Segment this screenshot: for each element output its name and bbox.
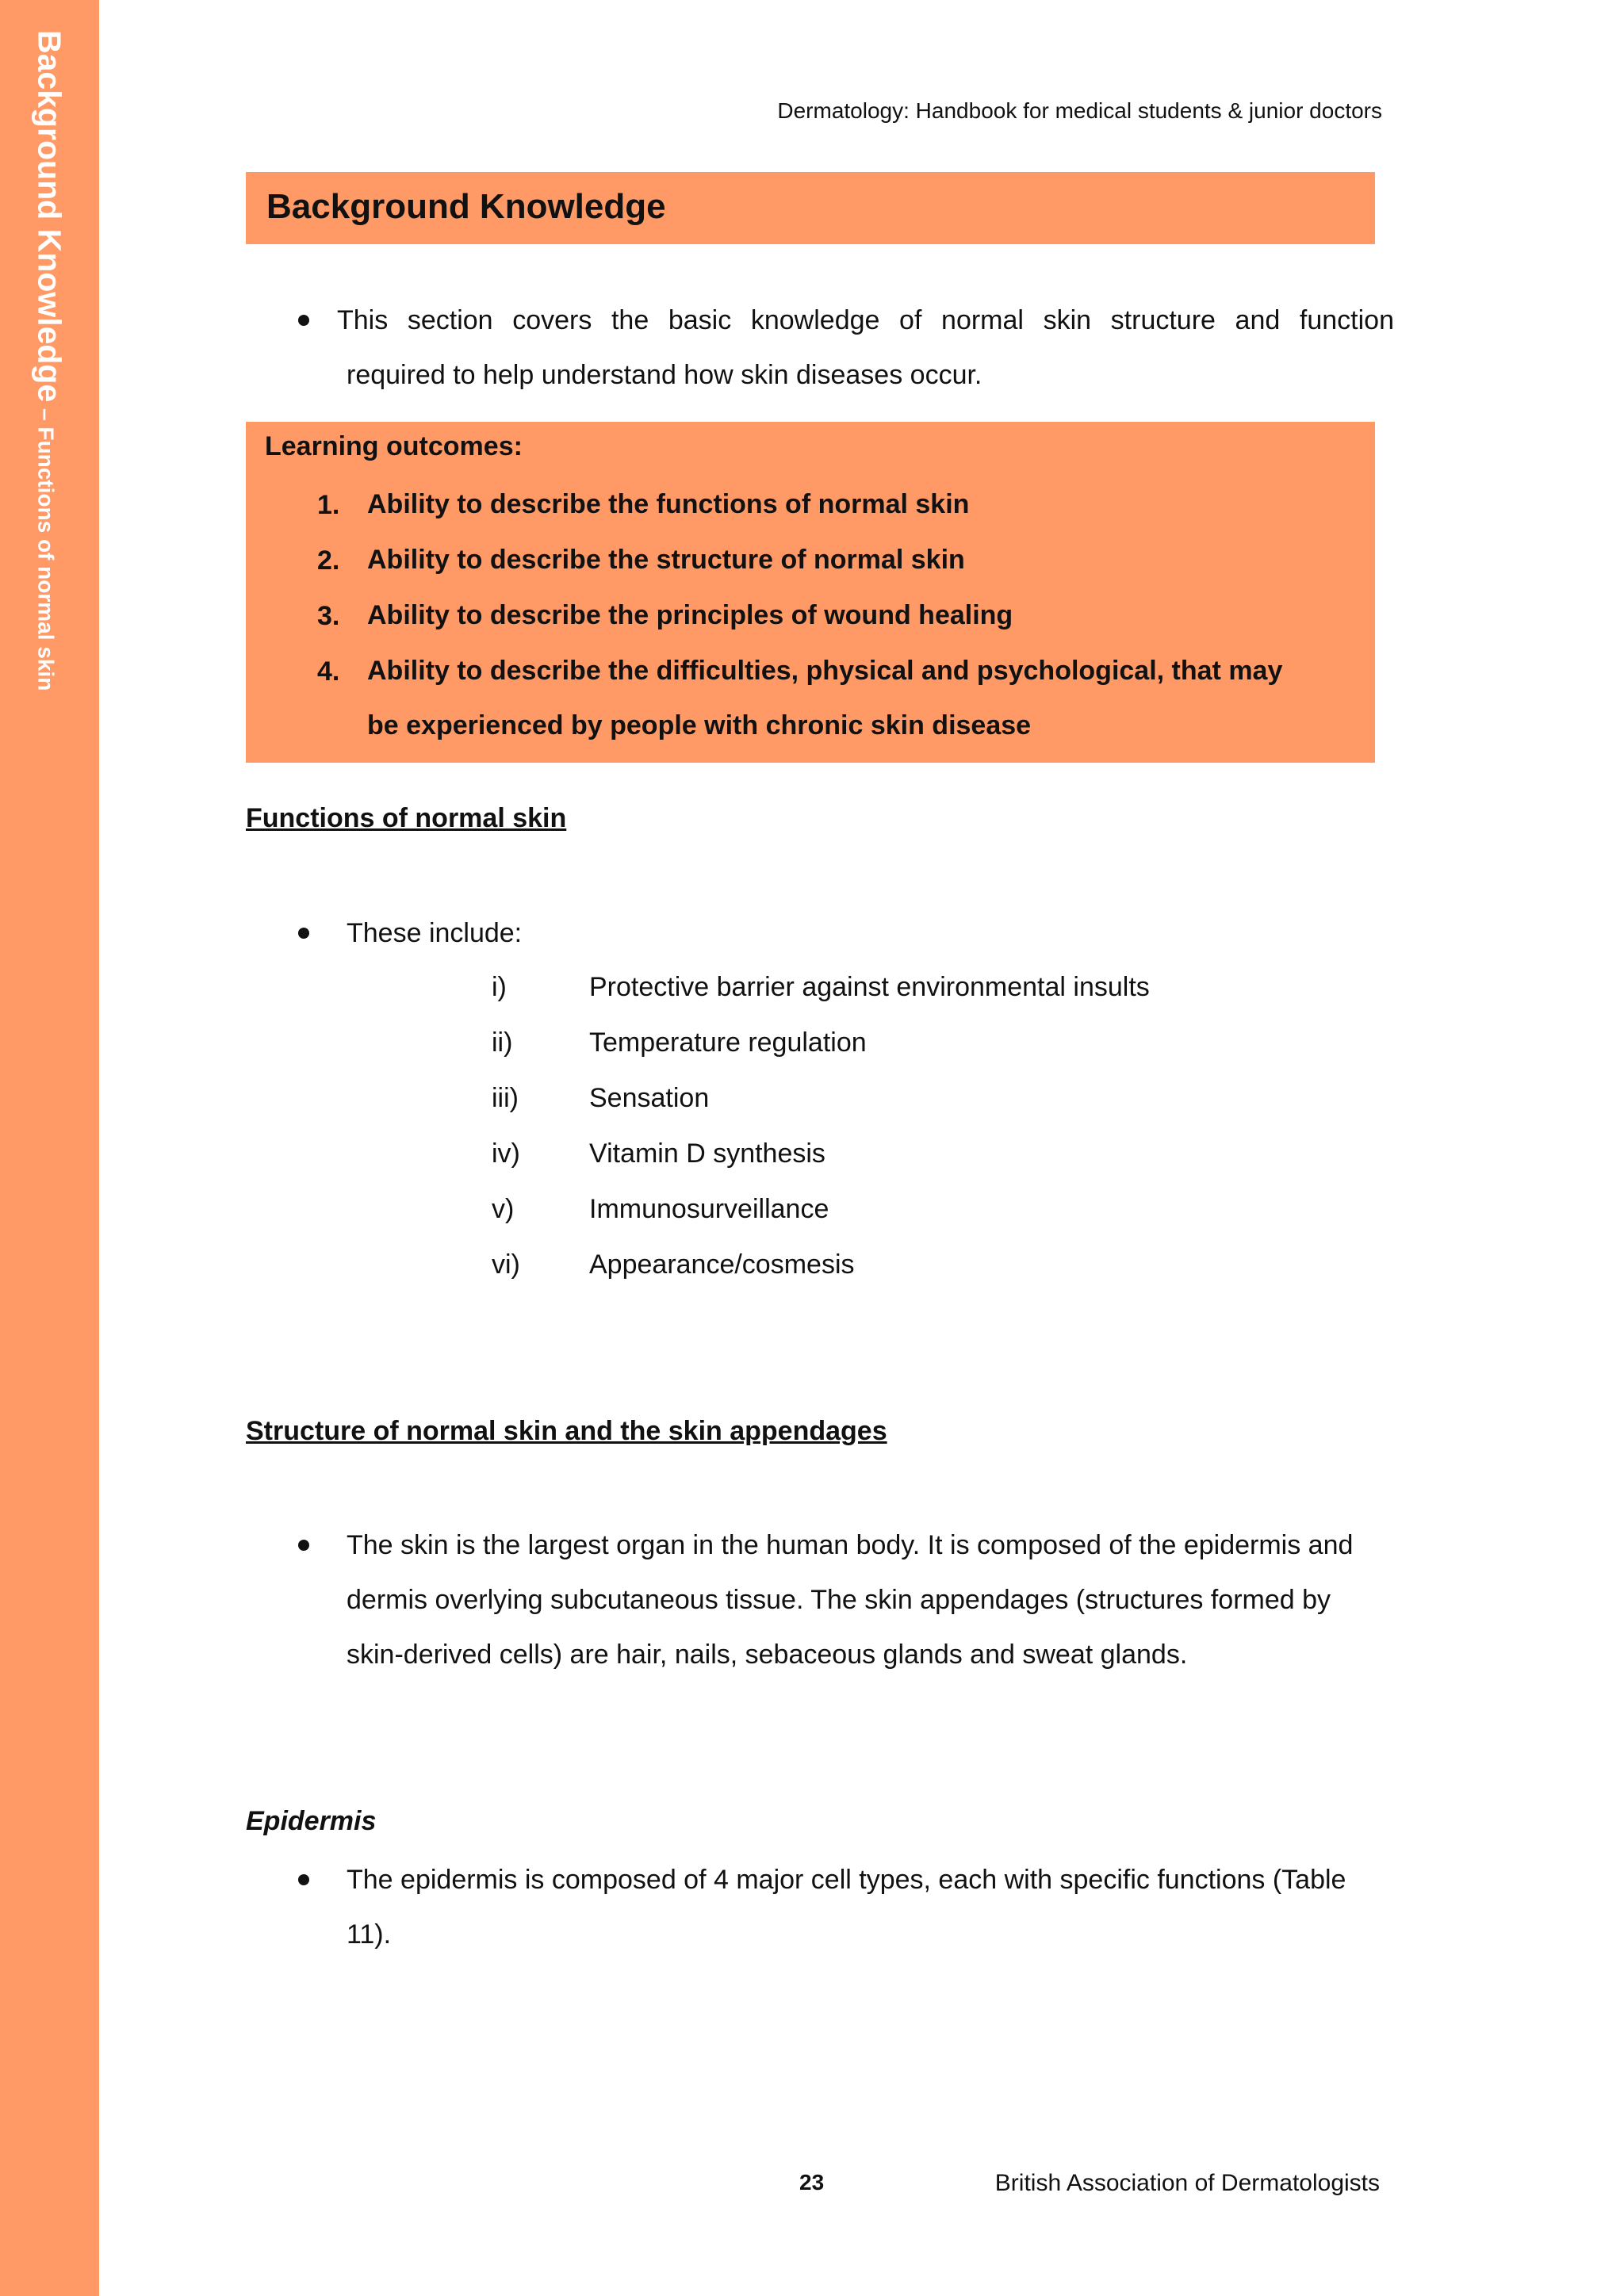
- bullet: [298, 1874, 309, 1885]
- function-number: iii): [492, 1083, 519, 1113]
- function-number: vi): [492, 1249, 520, 1280]
- functions-heading: Functions of normal skin: [246, 803, 567, 833]
- functions-intro: These include:: [347, 918, 523, 948]
- bullet: [298, 928, 309, 939]
- function-number: v): [492, 1194, 515, 1224]
- learning-outcomes-box: [246, 422, 1375, 763]
- function-number: ii): [492, 1027, 513, 1058]
- side-tab-chapter: Background Knowledge: [31, 30, 68, 403]
- intro-paragraph: [337, 293, 1394, 348]
- intro-paragraph-cont: required to help understand how skin diseases occur.: [347, 360, 982, 390]
- outcome-item: Ability to describe the functions of normal skin: [367, 489, 970, 519]
- side-tab: [0, 0, 99, 2296]
- function-item: Appearance/cosmesis: [589, 1249, 855, 1280]
- function-item: Immunosurveillance: [589, 1194, 829, 1224]
- section-banner: [246, 172, 1375, 244]
- running-header: Dermatology: Handbook for medical students & junior doctors: [777, 98, 1382, 123]
- structure-paragraph: The skin is the largest organ in the human body. It is composed of the epidermis and dermis overlying subcutaneous tissue. The skin appendages (structures formed by skin-derived cells) are hair, nails, sebaceous glands and sweat glands.: [347, 1530, 1354, 1670]
- bullet: [298, 315, 309, 326]
- function-number: iv): [492, 1138, 520, 1169]
- outcome-item: Ability to describe the difficulties, physical and psychological, that may be experienced by people with chronic skin disease: [367, 656, 1283, 740]
- side-tab-label: [31, 30, 68, 691]
- learning-outcomes-title: Learning outcomes:: [265, 431, 523, 461]
- side-tab-section: – Functions of normal skin: [33, 402, 59, 691]
- function-item: Sensation: [589, 1083, 710, 1113]
- function-item: Temperature regulation: [589, 1027, 867, 1058]
- intro-line-1: This section covers the basic knowledge of normal skin structure and function: [337, 305, 1394, 335]
- page-number: 23: [799, 2170, 825, 2195]
- function-number: i): [492, 972, 507, 1002]
- function-item: Protective barrier against environmental insults: [589, 972, 1150, 1002]
- outcome-item: Ability to describe the principles of wound healing: [367, 600, 1013, 630]
- outcome-item: Ability to describe the structure of normal skin: [367, 545, 965, 575]
- outcome-number: 4.: [317, 656, 340, 687]
- epidermis-paragraph: The epidermis is composed of 4 major cell types, each with specific functions (Table 11).: [347, 1865, 1346, 1950]
- function-item: Vitamin D synthesis: [589, 1138, 825, 1169]
- outcome-number: 3.: [317, 601, 340, 631]
- outcome-number: 2.: [317, 545, 340, 576]
- outcome-number: 1.: [317, 490, 340, 520]
- footer-organization: British Association of Dermatologists: [994, 2170, 1380, 2196]
- epidermis-heading: Epidermis: [246, 1806, 377, 1836]
- bullet: [298, 1540, 309, 1551]
- structure-heading: Structure of normal skin and the skin appendages: [246, 1416, 887, 1446]
- section-title: Background Knowledge: [266, 187, 666, 226]
